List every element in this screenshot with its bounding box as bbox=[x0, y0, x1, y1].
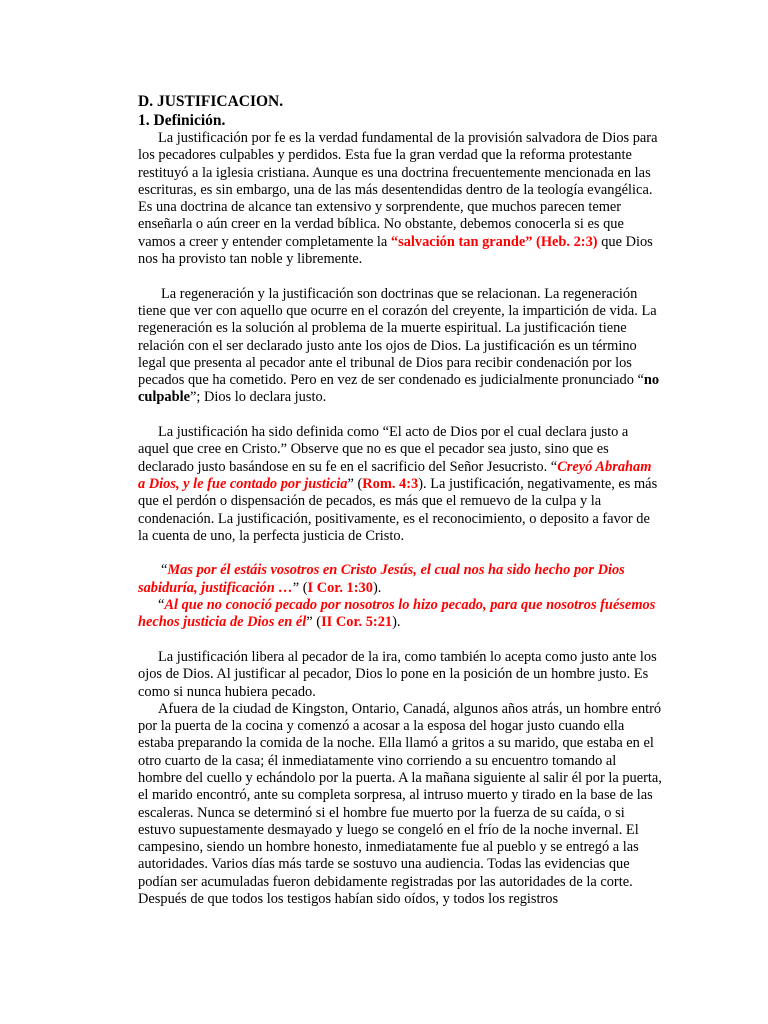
document-page bbox=[138, 92, 662, 908]
paragraph-3-text-before: La justificación ha sido definida como “El acto de Dios por el cual declara justo a aquel que cree en Cristo.” Observe que no es que el pecador sea justo, sino que es declarado justo basándose en su fe en el sacrificio del Señor Jesucristo. “ bbox=[138, 424, 629, 475]
paragraph-2 bbox=[138, 286, 662, 407]
quote-1 bbox=[138, 562, 662, 597]
paragraph-3-quote: Creyó Abraham a Dios, y le fue contado por justicia bbox=[138, 458, 652, 492]
quote-2-open: “ bbox=[158, 597, 165, 614]
section-title: D. JUSTIFICACION. bbox=[138, 93, 284, 110]
paragraph-1 bbox=[138, 130, 662, 268]
quote-1-close: ). bbox=[372, 579, 382, 596]
quote-1-open: “ bbox=[161, 562, 168, 579]
paragraph-3-text-after: ). La justificación, negativamente, es más que el perdón o dispensación de pecados, es más que el remuevo de la culpa y la condenación. La justificación, positivamente, es el reconocimiento, o deposito a favor de la cuenta de uno, la perfecta justicia de Cristo. bbox=[138, 475, 658, 544]
paragraph-1-text-after: que Dios nos ha provisto tan noble y libremente. bbox=[138, 233, 653, 268]
spacer bbox=[138, 632, 662, 649]
paragraph-2-text-after: ”; Dios lo declara justo. bbox=[189, 389, 327, 406]
quote-2 bbox=[138, 597, 662, 632]
spacer bbox=[138, 268, 662, 285]
quote-1-mid: ” ( bbox=[292, 579, 308, 596]
paragraph-2-bold: no culpable bbox=[138, 372, 660, 406]
paragraph-1-text-before: La justificación por fe es la verdad fundamental de la provisión salvadora de Dios para los pecadores culpables y perdidos. Esta fue la gran verdad que la reforma protestante restituyó a la iglesia cristiana. Aunque es una doctrina frecuentemente mencionada en las escrituras, es sin embargo, una de las más desentendidas dentro de la teología evangélica. Es una doctrina de alcance tan extensivo y sorprendente, que muchos parecen temer enseñarla o aún creer en la verdad bíblica. No obstante, debemos conocerla si es que vamos a creer y entender completamente la bbox=[138, 130, 658, 250]
quote-1-reference: I Cor. 1:30 bbox=[307, 579, 373, 596]
spacer bbox=[138, 545, 662, 562]
spacer bbox=[138, 407, 662, 424]
paragraph-2-text-before: La regeneración y la justificación son doctrinas que se relacionan. La regeneración tiene que ver con aquello que ocurre en el corazón del creyente, la impartición de vida. La regeneración es la solución al problema de la muerte espiritual. La justificación tiene relación con el ser declarado justo ante los ojos de Dios. La justificación es un término legal que presenta al pecador ante el tribunal de Dios para recibir condenación por los pecados que ha cometido. Pero en vez de ser condenado es judicialmente pronunciado “ bbox=[138, 285, 657, 389]
paragraph-3-reference: Rom. 4:3 bbox=[362, 475, 419, 492]
paragraph-3-mid: ” ( bbox=[347, 475, 363, 492]
paragraph-4: La justificación libera al pecador de la ira, como también lo acepta como justo ante los ojos de Dios. Al justificar al pecador, Dios lo pone en la posición de un hombre justo. Es como si nunca hubiera pecado. bbox=[138, 648, 657, 700]
quote-2-close: ). bbox=[392, 614, 401, 631]
paragraph-3 bbox=[138, 424, 662, 545]
quote-2-text: Al que no conoció pecado por nosotros lo hizo pecado, para que nosotros fuésemos hechos justicia de Dios en él bbox=[138, 597, 656, 631]
subsection-title: 1. Definición. bbox=[138, 112, 226, 129]
quote-2-reference: II Cor. 5:21 bbox=[321, 614, 393, 631]
paragraph-1-quote: “salvación tan grande” (Heb. 2:3) bbox=[390, 233, 598, 250]
paragraph-5: Afuera de la ciudad de Kingston, Ontario, Canadá, algunos años atrás, un hombre entró por la puerta de la cocina y comenzó a acosar a la esposa del hogar justo cuando ella estaba preparando la comida de la noche. Ella llamó a gritos a su marido, que estaba en el otro cuarto de la casa; él inmediatamente vino corriendo a su encuentro tomando al hombre del cuello y echándolo por la puerta. A la mañana siguiente al salir él por la puerta, el marido encontró, ante su completa sorpresa, al intruso muerto y tirado en la base de las escaleras. Nunca se determinó si el hombre fue muerto por la fuerza de su caída, o si estuvo supuestamente desmayado y luego se congeló en el frío de la noche invernal. El campesino, siendo un hombre honesto, inmediatamente fue al pueblo y se entregó a las autoridades. Varios días más tarde se sostuvo una audiencia. Todas las evidencias que podían ser acumuladas fueron debidamente registradas por las autoridades de la corte. Después de que todos los testigos habían sido oídos, y todos los registros bbox=[138, 700, 662, 908]
quote-2-mid: ” ( bbox=[306, 614, 322, 631]
quote-1-text: Mas por él estáis vosotros en Cristo Jesús, el cual nos ha sido hecho por Dios sabiduría, justificación … bbox=[138, 562, 625, 596]
